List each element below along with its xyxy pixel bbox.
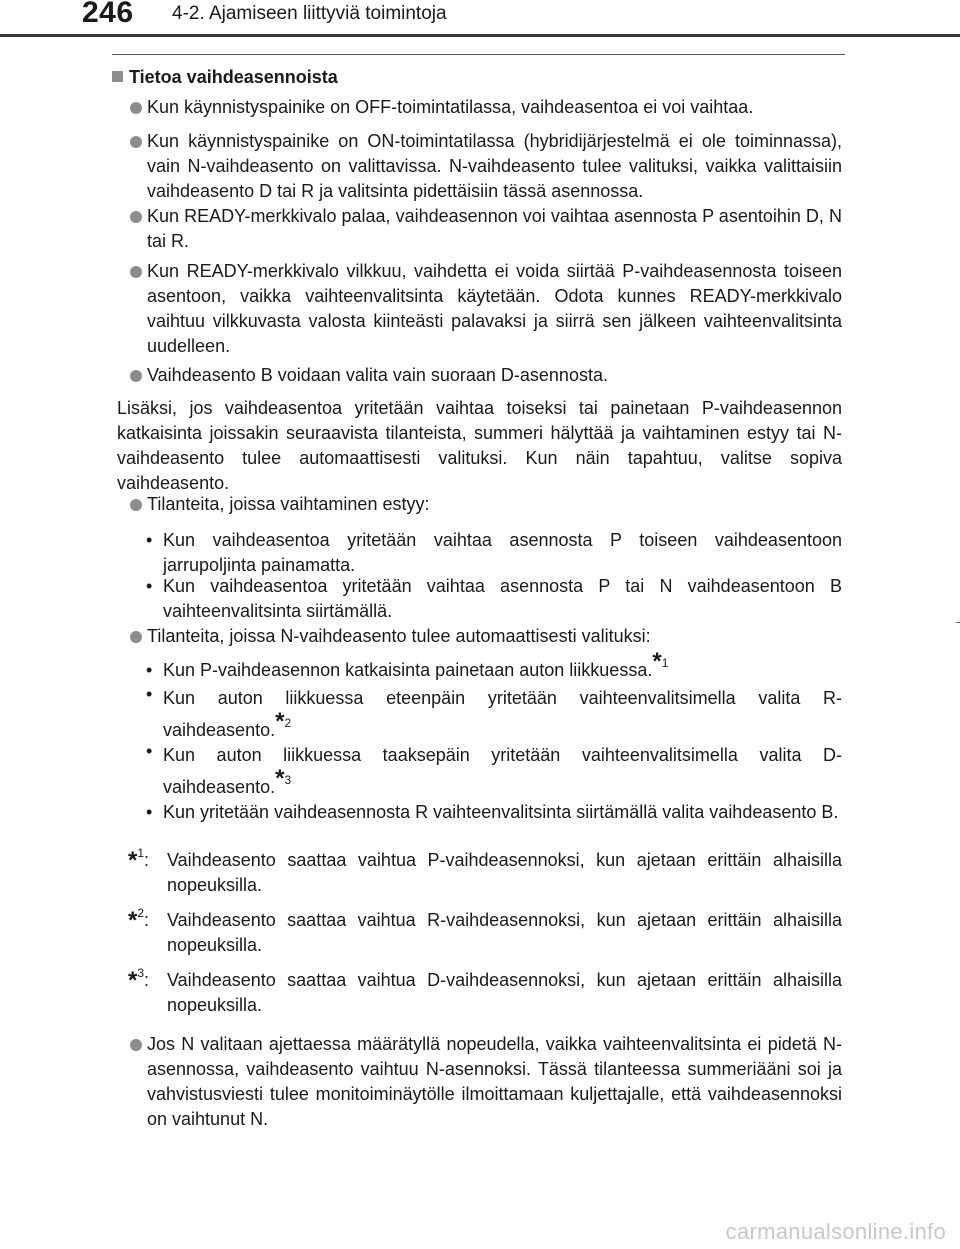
footnote-ref: *1 bbox=[652, 648, 669, 675]
list-item: Vaihdeasento B voidaan valita vain suoraan D-asennosta. bbox=[130, 363, 842, 388]
list-item: Jos N valitaan ajettaessa määrätyllä nopeudella, vaikka vaihteenvalitsinta ei pidetä N-asennossa, vaihdeasento vaihtuu N-asennoksi. Tässä tilanteessa summeriääni soi ja vahvistusviesti tulee monitoiminäytölle ilmoittamaan kuljettajalle, että vaihdeasennoksi on vaihtunut N. bbox=[130, 1032, 842, 1132]
bullet-icon bbox=[130, 136, 142, 148]
list-item: Tilanteita, joissa N-vaihdeasento tulee automaattisesti valituksi: bbox=[130, 624, 842, 649]
sub-list-item: • Kun vaihdeasentoa yritetään vaihtaa asennosta P tai N vaihdeasentoon B vaihteenvalitsinta siirtämällä. bbox=[146, 576, 842, 621]
margin-tick bbox=[956, 622, 960, 623]
section-heading: Tietoa vaihdeasennoista bbox=[112, 65, 338, 90]
top-rule bbox=[112, 54, 845, 55]
page-header bbox=[0, 0, 960, 40]
footnote: *$^3$: Vaihdeasento saattaa vaihtua D-vaihdeasennoksi, kun ajetaan erittäin alhaisilla nopeuksilla. bbox=[128, 966, 842, 1015]
list-item: Kun READY-merkkivalo vilkkuu, vaihdetta ei voida siirtää P-vaihdeasennosta toiseen asentoon, vaikka vaihteenvalitsinta käytetään. Odota kunnes READY-merkkivalo vaihtuu vilkkuvasta valosta kiinteästi palavaksi ja siirrä sen jälkeen vaihteenvalitsinta uudelleen. bbox=[130, 259, 842, 359]
footnote-ref: *2 bbox=[275, 708, 292, 735]
bullet-icon bbox=[130, 266, 142, 278]
list-item: Tilanteita, joissa vaihtaminen estyy: bbox=[130, 492, 842, 517]
footnote: *$^1$: Vaihdeasento saattaa vaihtua P-vaihdeasennoksi, kun ajetaan erittäin alhaisilla nopeuksilla. bbox=[128, 846, 842, 895]
list-item: Kun READY-merkkivalo palaa, vaihdeasennon voi vaihtaa asennosta P asentoihin D, N tai R. bbox=[130, 204, 842, 254]
sub-list-item: • Kun yritetään vaihdeasennosta R vaihteenvalitsinta siirtämällä valita vaihdeasento B. bbox=[146, 802, 839, 822]
list-item: Kun käynnistyspainike on ON-toimintatilassa (hybridijärjestelmä ei ole toiminnassa), vain N-vaihdeasento on valittavissa. N-vaihdeasento tulee valituksi, vaikka valittaisiin vaihdeasento D tai R ja valitsinta pidettäisiin tässä asennossa. bbox=[130, 129, 842, 204]
footnote-ref: *3 bbox=[275, 765, 292, 792]
footnote: *$^2$: Vaihdeasento saattaa vaihtua R-vaihdeasennoksi, kun ajetaan erittäin alhaisilla nopeuksilla. bbox=[128, 906, 842, 955]
sub-list-item: • Kun auton liikkuessa eteenpäin yritetään vaihteenvalitsimella valita R-vaihdeasento.$^{*2}$ bbox=[146, 684, 842, 740]
bullet-icon bbox=[130, 102, 142, 114]
square-bullet-icon bbox=[112, 71, 123, 82]
header-bar bbox=[0, 34, 960, 37]
bullet-icon bbox=[130, 631, 142, 643]
list-item: Kun käynnistyspainike on OFF-toimintatilassa, vaihdeasentoa ei voi vaihtaa. bbox=[130, 95, 842, 120]
bullet-icon bbox=[130, 370, 142, 382]
sub-list-item: • Kun P-vaihdeasennon katkaisinta painetaan auton liikkuessa.$^{*1}$ bbox=[146, 648, 669, 680]
body-paragraph: Lisäksi, jos vaihdeasentoa yritetään vaihtaa toiseksi tai painetaan P-vaihdeasennon katkaisinta joissakin seuraavista tilanteista, summeri hälyttää ja vaihtaminen estyy tai N-vaihdeasento tulee automaattisesti valituksi. Kun näin tapahtuu, valitse sopiva vaihdeasento. bbox=[117, 398, 842, 493]
sub-list-item: • Kun auton liikkuessa taaksepäin yritetään vaihteenvalitsimella valita D-vaihdeasento.$^{*3}$ bbox=[146, 741, 842, 797]
bullet-icon bbox=[130, 211, 142, 223]
bullet-icon bbox=[130, 499, 142, 511]
watermark: carmanualsonline.info bbox=[725, 1219, 946, 1244]
page-number: 246 bbox=[82, 0, 134, 29]
section-title: 4-2. Ajamiseen liittyviä toimintoja bbox=[172, 3, 447, 24]
bullet-icon bbox=[130, 1039, 142, 1051]
sub-list-item: • Kun vaihdeasentoa yritetään vaihtaa asennosta P toiseen vaihdeasentoon jarrupoljinta painamatta. bbox=[146, 530, 842, 575]
